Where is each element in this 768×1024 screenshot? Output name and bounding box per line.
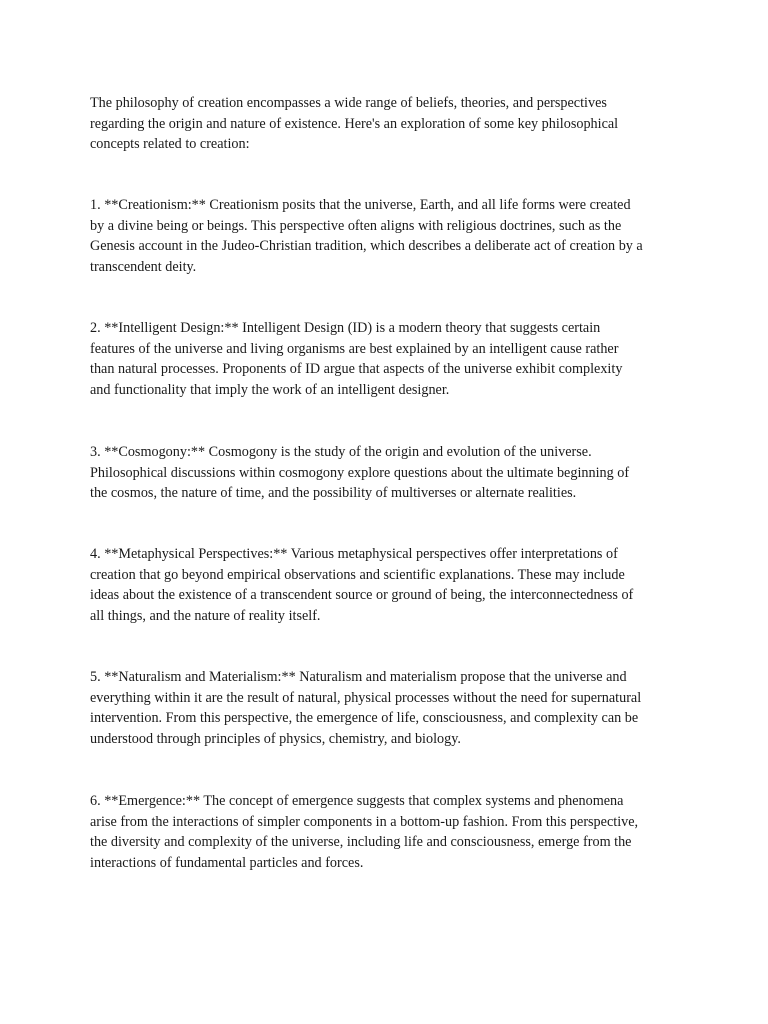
paragraph-line: the diversity and complexity of the universe, including life and consciousness, emerge from the: [90, 834, 632, 850]
paragraph-line: 3. **Cosmogony:** Cosmogony is the study of the origin and evolution of the universe.: [90, 444, 592, 460]
paragraph-line: Philosophical discussions within cosmogony explore questions about the ultimate beginning of: [90, 464, 630, 481]
cosmogony-paragraph: [90, 442, 680, 504]
intro-paragraph: [90, 93, 680, 155]
paragraph-line: intervention. From this perspective, the emergence of life, consciousness, and complexity can be: [90, 710, 639, 726]
paragraph-line: all things, and the nature of reality itself.: [90, 607, 321, 624]
naturalism-materialism-paragraph: [90, 667, 680, 749]
paragraph-line: arise from the interactions of simpler components in a bottom-up fashion. From this perspective,: [90, 813, 639, 830]
paragraph-line: by a divine being or beings. This perspective often aligns with religious doctrines, such as the: [90, 217, 622, 234]
paragraph-line: understood through principles of physics, chemistry, and biology.: [90, 730, 461, 747]
creationism-paragraph: [90, 195, 680, 277]
paragraph-line: features of the universe and living organisms are best explained by an intelligent cause rather: [90, 340, 619, 357]
paragraph-line: everything within it are the result of natural, physical processes without the need for supernatural: [90, 689, 642, 706]
paragraph-line: Genesis account in the Judeo-Christian tradition, which describes a deliberate act of creation by a: [90, 238, 643, 254]
paragraph-line: 1. **Creationism:** Creationism posits that the universe, Earth, and all life forms were created: [90, 197, 631, 213]
paragraph-line: the cosmos, the nature of time, and the possibility of multiverses or alternate realities.: [90, 485, 577, 501]
metaphysical-perspectives-paragraph: [90, 544, 680, 626]
paragraph-line: 4. **Metaphysical Perspectives:** Various metaphysical perspectives offer interpretations of: [90, 546, 618, 562]
paragraph-line: concepts related to creation:: [90, 136, 250, 152]
paragraph-line: and functionality that imply the work of an intelligent designer.: [90, 381, 450, 398]
paragraph-line: interactions of fundamental particles and forces.: [90, 854, 364, 871]
paragraph-line: regarding the origin and nature of existence. Here's an exploration of some key philosophical: [90, 115, 619, 132]
paragraph-line: creation that go beyond empirical observations and scientific explanations. These may include: [90, 566, 625, 583]
intelligent-design-paragraph: [90, 318, 680, 400]
paragraph-line: than natural processes. Proponents of ID argue that aspects of the universe exhibit complexity: [90, 361, 623, 377]
paragraph-line: The philosophy of creation encompasses a wide range of beliefs, theories, and perspectives: [90, 95, 607, 111]
paragraph-line: 2. **Intelligent Design:** Intelligent Design (ID) is a modern theory that suggests certain: [90, 320, 601, 336]
paragraph-line: 6. **Emergence:** The concept of emergence suggests that complex systems and phenomena: [90, 793, 624, 809]
paragraph-line: ideas about the existence of a transcendent source or ground of being, the interconnectedness of: [90, 587, 634, 603]
emergence-paragraph: [90, 791, 680, 873]
paragraph-line: transcendent deity.: [90, 258, 197, 275]
paragraph-line: 5. **Naturalism and Materialism:** Naturalism and materialism propose that the universe and: [90, 669, 627, 685]
